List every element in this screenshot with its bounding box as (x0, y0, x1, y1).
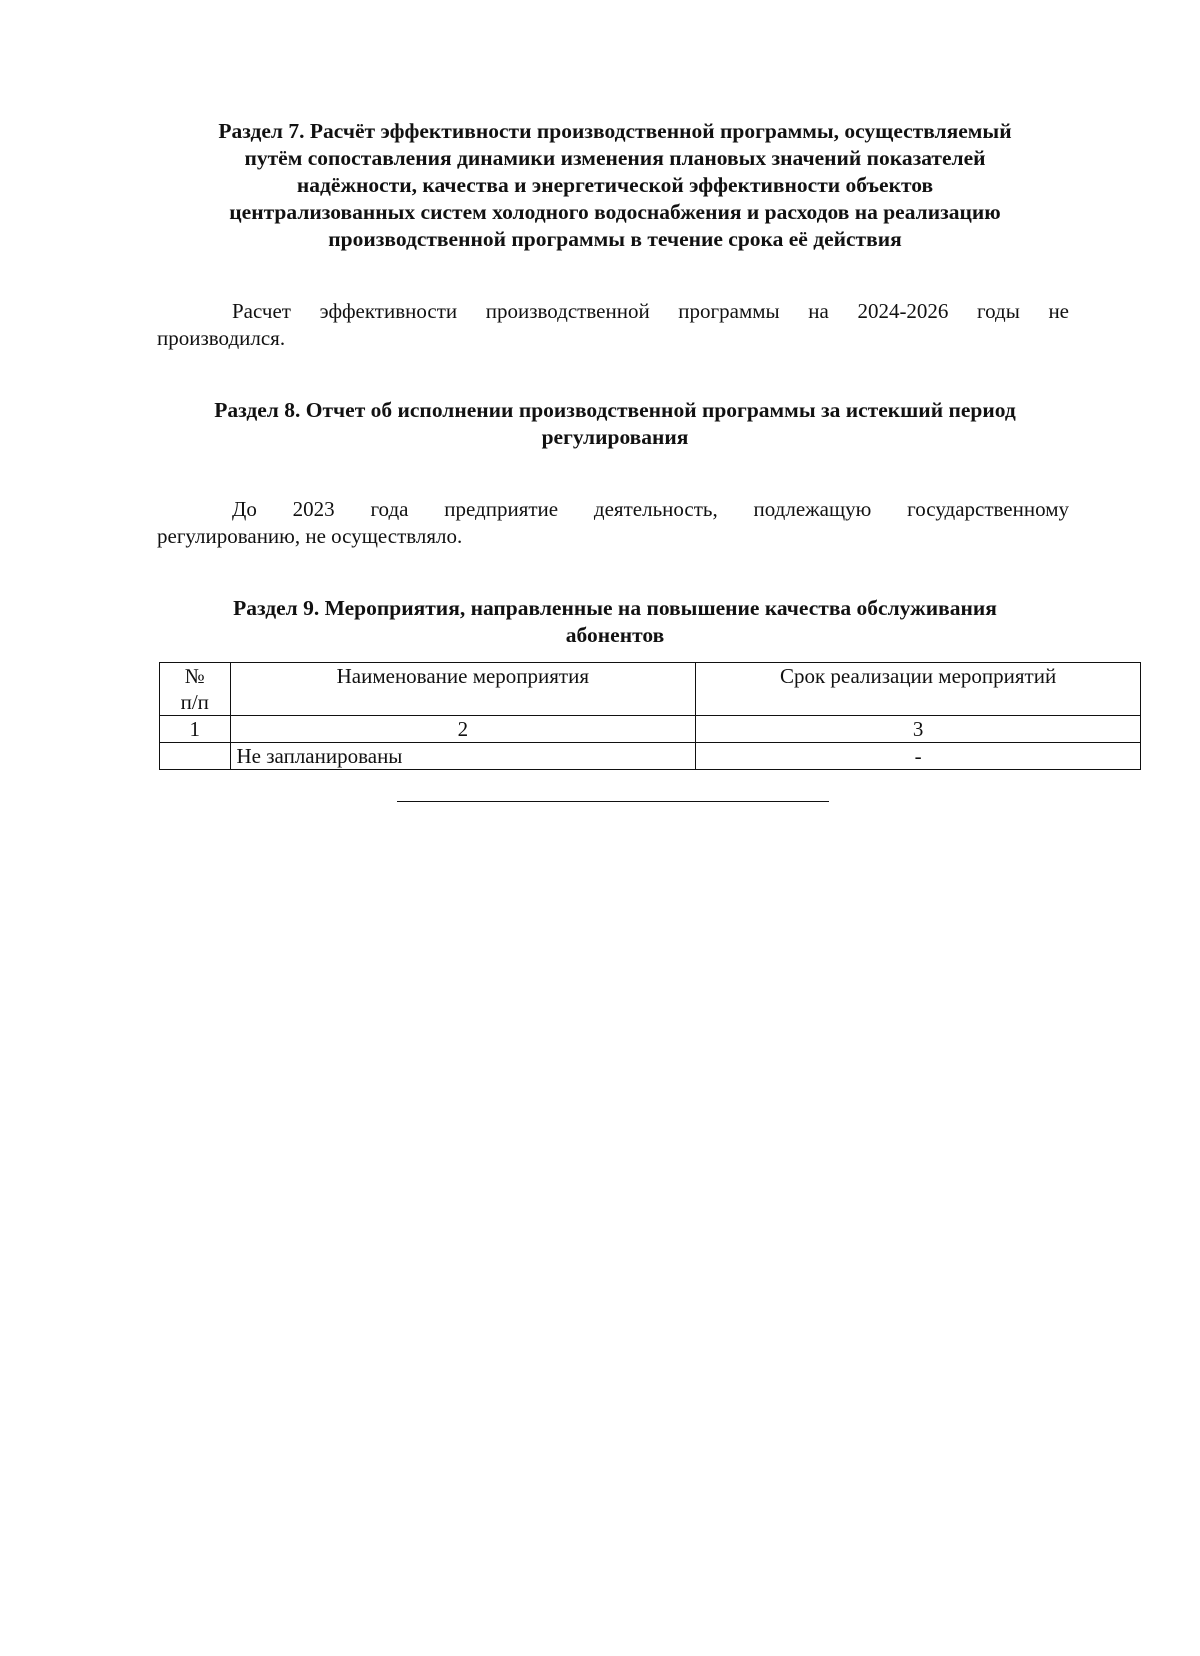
section-8-paragraph-line: До 2023 года предприятие деятельность, подлежащую государственному (232, 497, 1069, 521)
section-8-paragraph-line: регулированию, не осуществляло. (157, 524, 463, 548)
table-header-row (160, 663, 1141, 716)
section-7-heading-line: производственной программы в течение срока её действия (328, 227, 902, 251)
section-9-heading (150, 595, 1080, 649)
closing-rule (397, 801, 829, 802)
header-number-line: № (184, 664, 205, 688)
row-number-cell (160, 743, 231, 770)
section-7-paragraph-line: производился. (157, 326, 286, 350)
section-7-heading-line: Раздел 7. Расчёт эффективности производственной программы, осуществляемый (218, 119, 1012, 143)
section-9-heading-line: абонентов (565, 623, 665, 647)
header-term: Срок реализации мероприятий (696, 663, 1141, 716)
section-7-heading-line: надёжности, качества и энергетической эффективности объектов (296, 173, 934, 197)
section-7-heading-line: путём сопоставления динамики изменения плановых значений показателей (244, 146, 986, 170)
section-7-paragraph (157, 298, 1069, 352)
section-9-heading-line: Раздел 9. Мероприятия, направленные на повышение качества обслуживания (233, 596, 997, 620)
measures-table (159, 662, 1141, 770)
header-number-line: п/п (180, 690, 209, 714)
table-numbering-row (160, 716, 1141, 743)
section-8-heading-line: регулирования (541, 425, 689, 449)
section-7-heading-line: централизованных систем холодного водоснабжения и расходов на реализацию (229, 200, 1001, 224)
row-name-cell: Не запланированы (230, 743, 696, 770)
numbering-cell: 1 (160, 716, 231, 743)
section-8-paragraph (157, 496, 1069, 550)
numbering-cell: 2 (230, 716, 696, 743)
section-7-heading (150, 118, 1080, 253)
header-name: Наименование мероприятия (230, 663, 696, 716)
section-8-heading-line: Раздел 8. Отчет об исполнении производственной программы за истекший период (214, 398, 1016, 422)
table-row (160, 743, 1141, 770)
row-term-cell: - (696, 743, 1141, 770)
numbering-cell: 3 (696, 716, 1141, 743)
section-7-paragraph-line: Расчет эффективности производственной программы на 2024-2026 годы не (232, 299, 1069, 323)
section-8-heading (150, 397, 1080, 451)
header-number (160, 663, 231, 716)
